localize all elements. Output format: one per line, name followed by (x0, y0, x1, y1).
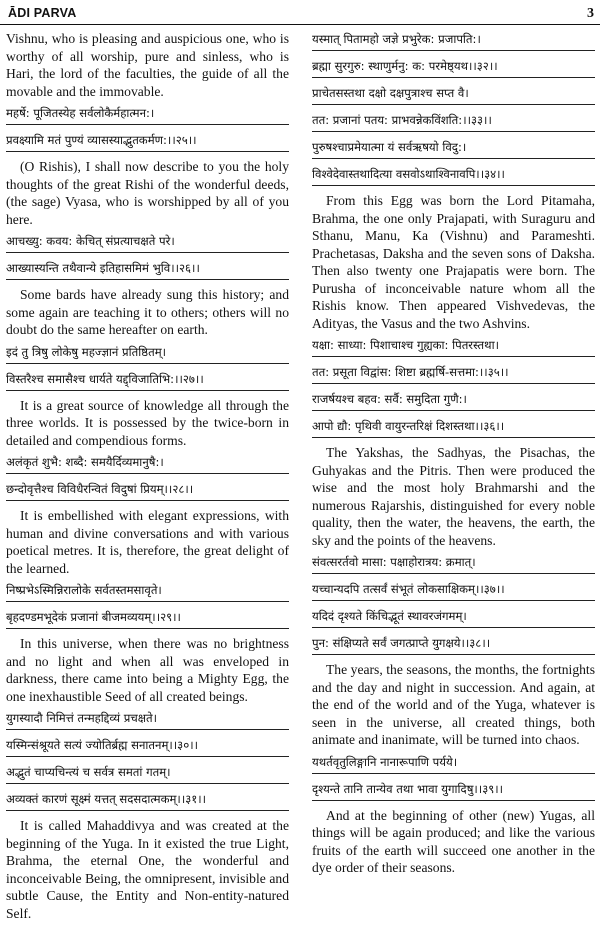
sanskrit-verse-line: युगस्यादौ निमित्तं तन्महद्दिव्यं प्रचक्षते। (6, 709, 289, 730)
sanskrit-verse-line: दृश्यन्ते तानि तान्येव तथा भावा युगादिषु।।३९।। (312, 780, 595, 801)
sanskrit-verse-line: संवत्सरर्तवो मासा: पक्षाहोरात्रय: क्रमात्। (312, 553, 595, 574)
page-header (0, 6, 600, 25)
translation-paragraph: Some bards have already sung this history; and some again are teaching it to others; others will no doubt do the same hereafter on earth. (6, 287, 289, 337)
translation-paragraph: Vishnu, who is pleasing and auspicious one, who is worthy of all worship, pure and sinless, who is Hari, the lord of the faculties, the guide of all the movable and the immovable. (6, 31, 289, 99)
translation-paragraph: From this Egg was born the Lord Pitamaha, Brahma, the one only Prajapati, with Suraguru and Sthanu, Manu, Ka (Vishnu) and Parameshti. Prachetasas, Daksha and the seven sons of Daksha. Then also twenty one Prajapatis were born. The Purusha of inconceivable nature whom all the Rishis know. Then appeared Vishvedevas, the Adityas, the Vasus and the two Ashvins. (312, 193, 595, 331)
sanskrit-verse-line: महर्षे: पूजितस्येह सर्वलोकैर्महात्मन:। (6, 104, 289, 125)
right-column (312, 30, 595, 881)
sanskrit-verse-line: निष्प्रभेऽस्मिन्निरालोके सर्वतस्तमसावृते। (6, 581, 289, 602)
sanskrit-verse-line: अद्भुतं चाप्यचिन्त्यं च सर्वत्र समतां गतम्। (6, 763, 289, 784)
sanskrit-verse-line: यस्मात् पितामहो जज्ञे प्रभुरेक: प्रजापति:। (312, 30, 595, 51)
translation-paragraph: (O Rishis), I shall now describe to you the holy thoughts of the great Rishi of the wonderful deeds, (the sage) Vyasa, who is worshipped by all of you here. (6, 159, 289, 227)
sanskrit-verse-line: पुरुषश्चाप्रमेयात्मा यं सर्वऋषयो विदु:। (312, 138, 595, 159)
sanskrit-verse-line: ब्रह्मा सुरगुरु: स्थाणुर्मनु: क: परमेष्ठ्यथ।।३२।। (312, 57, 595, 78)
translation-paragraph: The Yakshas, the Sadhyas, the Pisachas, the Guhyakas and the Pitris. Then were produced the wise and the most holy Brahmarshi and the numerous Rajarshis, distinguished for every noble quality, then the water, the heavens, the earth, the sky and the points of the heavens. (312, 445, 595, 548)
sanskrit-verse-line: यस्मिन्संश्रूयते सत्यं ज्योतिर्ब्रह्म सनातनम्।।३०।। (6, 736, 289, 757)
translation-paragraph: It is embellished with elegant expressions, with human and divine conversations and with various poetical metres. It is, therefore, the great delight of the learned. (6, 508, 289, 576)
sanskrit-verse-line: विश्वेदेवास्तथादित्या वसवोऽथाश्विनावपि।।३४।। (312, 165, 595, 186)
sanskrit-verse-line: बृहदण्डमभूदेकं प्रजानां बीजमव्ययम्।।२९।। (6, 608, 289, 629)
sanskrit-verse-line: यदिदं दृश्यते किंचिद्भूतं स्थावरजंगमम्। (312, 607, 595, 628)
sanskrit-verse-line: यथर्तवृतुलिङ्गानि नानारूपाणि पर्यये। (312, 753, 595, 774)
page-number: 3 (587, 6, 594, 21)
translation-paragraph: And at the beginning of other (new) Yugas, all things will be again produced; and like the various fruits of the earth will succeed one another in the dye order of their seasons. (312, 807, 595, 875)
sanskrit-verse-line: आपो द्यौ: पृथिवी वायुरन्तरिक्षं दिशस्तथा।।३६।। (312, 417, 595, 438)
translation-paragraph: In this universe, when there was no brightness and no light and when all was enveloped in darkness, there came into being a Mighty Egg, the one inexhaustible Seed of all created beings. (6, 636, 289, 704)
sanskrit-verse-line: आख्यास्यन्ति तथैवान्ये इतिहासमिमं भुवि।।२६।। (6, 259, 289, 280)
translation-paragraph: The years, the seasons, the months, the fortnights and the day and night in succession. And again, at the end of the world and of the Yuga, whatever is seen in the universe, all created things, both animate and inanimate, will be turned into chaos. (312, 662, 595, 747)
sanskrit-verse-line: राजर्षयश्च बहव: सर्वै: समुदिता गुणै:। (312, 390, 595, 411)
sanskrit-verse-line: अव्यक्तं कारणं सूक्ष्मं यत्तत् सदसदात्मकम्।।३१।। (6, 790, 289, 811)
sanskrit-verse-line: विस्तरैश्च समासैश्च धार्यते यद्द्विजातिभि:।।२७।। (6, 370, 289, 391)
translation-paragraph: It is a great source of knowledge all through the three worlds. It is possessed by the twice-born in detailed and compendious forms. (6, 397, 289, 448)
sanskrit-verse-line: तत: प्रसूता विद्वांस: शिष्टा ब्रह्मर्षि-सत्तमा:।।३५।। (312, 363, 595, 384)
sanskrit-verse-line: इदं तु त्रिषु लोकेषु महज्ज्ञानं प्रतिष्ठितम्। (6, 343, 289, 364)
sanskrit-verse-line: यच्चान्यदपि तत्सर्वं संभूतं लोकसाक्षिकम्।।३७।। (312, 580, 595, 601)
running-title: ĀDI PARVA (8, 6, 77, 20)
sanskrit-verse-line: प्राचेतसस्तथा दक्षो दक्षपुत्राश्च सप्त वै। (312, 84, 595, 105)
sanskrit-verse-line: प्रवक्ष्यामि मतं पुण्यं व्यासस्याद्भुतकर्मण:।।२५।। (6, 131, 289, 152)
sanskrit-verse-line: अलंकृतं शुभै: शब्दै: समयैर्दिव्यमानुषै:। (6, 453, 289, 474)
sanskrit-verse-line: यक्षा: साध्या: पिशाचाश्च गुह्यका: पितरस्तथा। (312, 336, 595, 357)
left-column (6, 30, 289, 926)
translation-paragraph: It is called Mahaddivya and was created at the beginning of the Yuga. In it existed the true Light, Brahma, the eternal One, the wonderful and inconceivable Being, the omnipresent, invisible and subtle Cause, the Entity and Non-entity-natured Self. (6, 818, 289, 921)
sanskrit-verse-line: छन्दोवृत्तैश्च विविधैरन्वितं विदुषां प्रियम्।।२८।। (6, 480, 289, 501)
sanskrit-verse-line: तत: प्रजानां पतय: प्राभवन्नेकविंशति:।।३३।। (312, 111, 595, 132)
sanskrit-verse-line: पुन: संक्षिप्यते सर्वं जगत्प्राप्ते युगक्षये।।३८।। (312, 634, 595, 655)
sanskrit-verse-line: आचख्यु: कवय: केचित् संप्रत्याचक्षते परे। (6, 232, 289, 253)
